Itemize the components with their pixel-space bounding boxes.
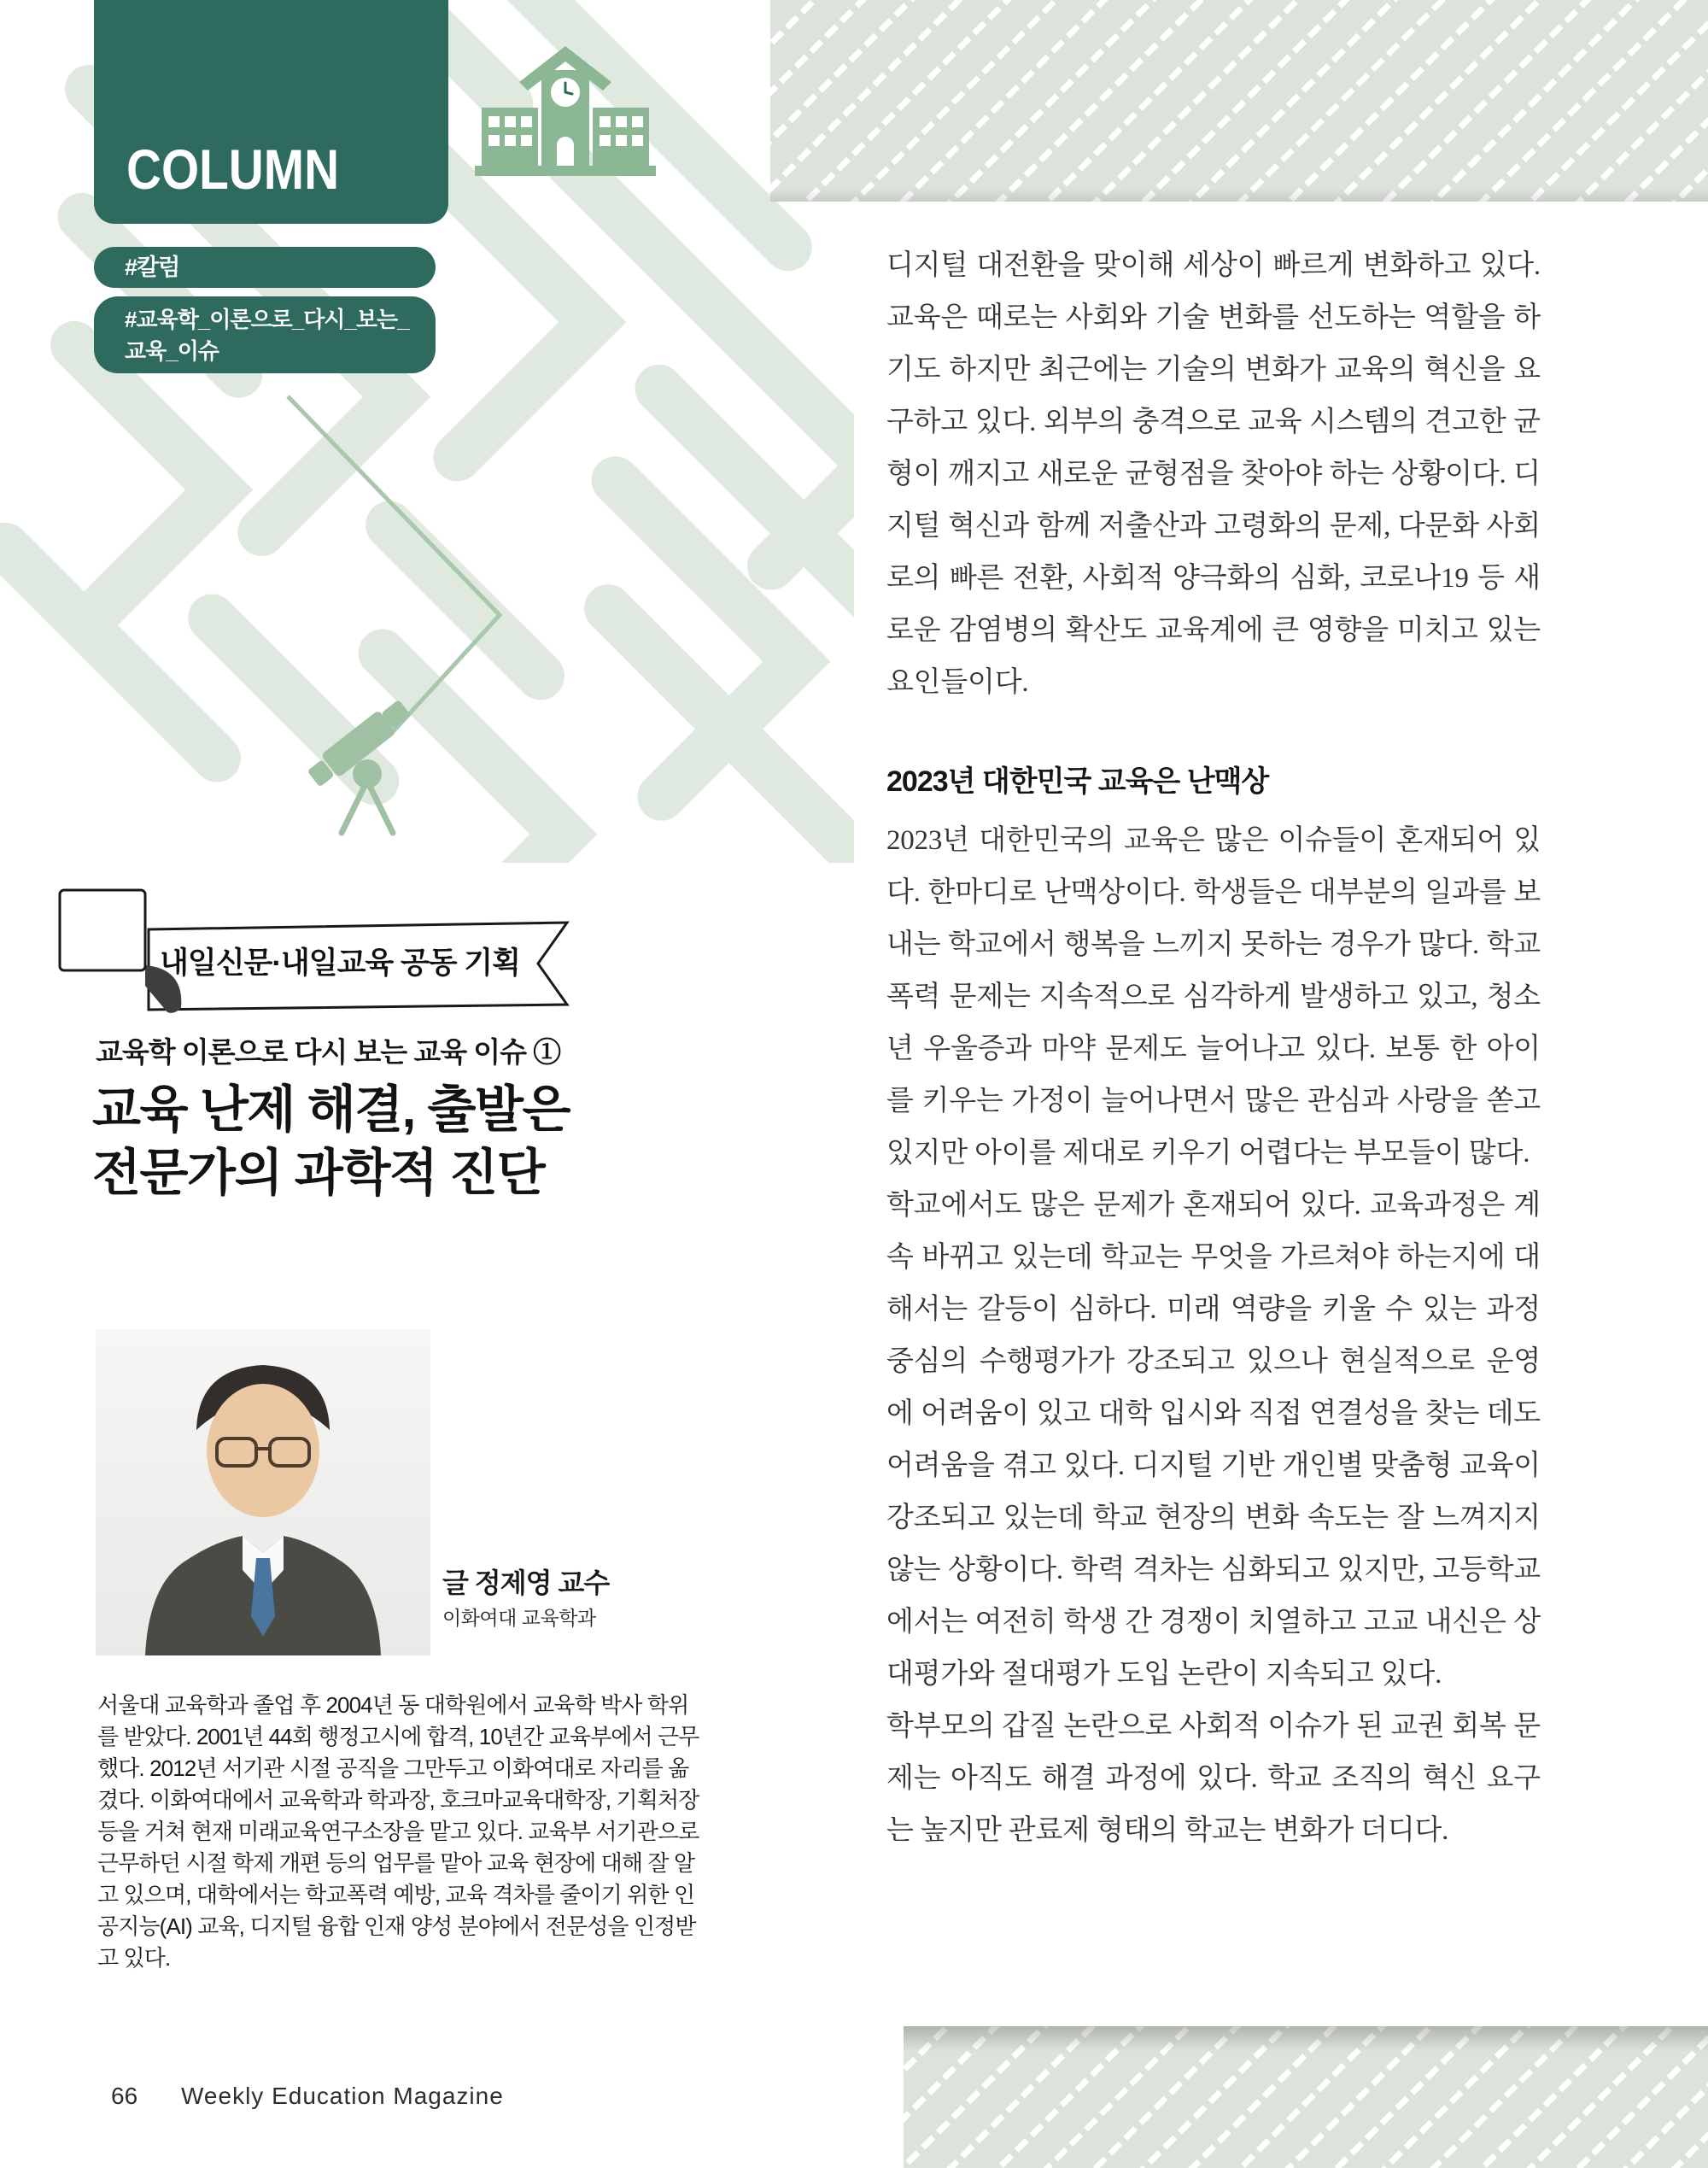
column-masthead-label: COLUMN bbox=[126, 138, 340, 201]
byline: 글 정제영 교수 bbox=[442, 1567, 610, 1598]
hashtag-line-2: 교육_이슈 bbox=[125, 338, 219, 364]
school-building-icon bbox=[475, 44, 656, 190]
body-paragraph-1: 디지털 대전환을 맞이해 세상이 빠르게 변화하고 있다. 교육은 때로는 사회와 기술 변화를 선도하는 역할을 하기도 하지만 최근에는 기술의 변화가 교육의 혁신을 요구하고 있다. 외부의 충격으로 교육 시스템의 견고한 균형이 깨지고 새로운 균형점을 찾아야 하는 상황이다. 디지털 혁신과 함께 저출산과 고령화의 문제, 다문화 사회로의 빠른 전환, 사회적 양극화의 심화, 코로나19 등 새로운 감염병의 확산도 교육계에 큰 영향을 미치고 있는 요인들이다. bbox=[886, 250, 1541, 698]
article-body bbox=[886, 240, 1541, 1857]
hashtag-badge-series bbox=[94, 296, 436, 373]
article-title-line-2: 전문가의 과학적 진단 bbox=[92, 1145, 545, 1201]
striped-backdrop-top bbox=[770, 0, 1708, 202]
article-title bbox=[92, 1078, 570, 1204]
striped-backdrop-bottom bbox=[904, 2026, 1708, 2168]
author-photo bbox=[96, 1329, 430, 1655]
body-paragraph-2: 2023년 대한민국의 교육은 많은 이슈들이 혼재되어 있다. 한마디로 난맥상이다. 학생들은 대부분의 일과를 보내는 학교에서 행복을 느끼지 못하는 경우가 많다. 학교폭력 문제는 지속적으로 심각하게 발생하고 있고, 청소년 우울증과 마약 문제도 늘어나고 있다. 보통 한 아이를 키우는 가정이 늘어나면서 많은 관심과 사랑을 쏟고 있지만 아이를 제대로 키우기 어렵다는 부모들이 많다. bbox=[886, 825, 1541, 1169]
body-paragraph-4: 학부모의 갑질 논란으로 사회적 이슈가 된 교권 회복 문제는 아직도 해결 과정에 있다. 학교 조직의 혁신 요구는 높지만 관료제 형태의 학교는 변화가 더디다. bbox=[886, 1711, 1541, 1846]
article-kicker: 교육학 이론으로 다시 보는 교육 이슈 ① bbox=[96, 1036, 561, 1068]
banner-title: 내일신문·내일교육 공동 기획 bbox=[160, 946, 520, 980]
author-portrait-illustration bbox=[96, 1329, 430, 1655]
byline-affiliation: 이화여대 교육학과 bbox=[442, 1607, 596, 1629]
magazine-name: Weekly Education Magazine bbox=[181, 2083, 504, 2109]
article-title-line-1: 교육 난제 해결, 출발은 bbox=[92, 1081, 570, 1138]
section-heading: 2023년 대한민국 교육은 난맥상 bbox=[886, 765, 1269, 798]
hashtag-badge-column: #칼럼 bbox=[94, 247, 436, 288]
author-bio: 서울대 교육학과 졸업 후 2004년 동 대학원에서 교육학 박사 학위를 받았다. 2001년 44회 행정고시에 합격, 10년간 교육부에서 근무했다. 2012년 서기관 시절 공직을 그만두고 이화여대로 자리를 옮겼다. 이화여대에서 교육학과 학과장, 호크마교육대학장, 기획처장 등을 거쳐 현재 미래교육연구소장을 맡고 있다. 교육부 서기관으로 근무하던 시절 학제 개편 등의 업무를 맡아 교육 현장에 대해 잘 알고 있으며, 대학에서는 학교폭력 예방, 교육 격차를 줄이기 위한 인공지능(AI) 교육, 디지털 융합 인재 양성 분야에서 전문성을 인정받고 있다. bbox=[97, 1692, 699, 1971]
hashtag-line-1: #교육학_이론으로_다시_보는_ bbox=[125, 307, 409, 332]
column-masthead-box bbox=[94, 0, 448, 224]
body-paragraph-3: 학교에서도 많은 문제가 혼재되어 있다. 교육과정은 계속 바뀌고 있는데 학교는 무엇을 가르쳐야 하는지에 대해서는 갈등이 심하다. 미래 역량을 키울 수 있는 과정 중심의 수행평가가 강조되고 있으나 현실적으로 운영에 어려움이 있고 대학 입시와 직접 연결성을 찾는 데도 어려움을 겪고 있다. 디지털 기반 개인별 맞춤형 교육이 강조되고 있는데 학교 현장의 변화 속도는 잘 느껴지지 않는 상황이다. 학력 격차는 심화되고 있지만, 고등학교에서는 여전히 학생 간 경쟁이 치열하고 고교 내신은 상대평가와 절대평가 도입 논란이 지속되고 있다. bbox=[886, 1190, 1541, 1690]
page-number: 66 bbox=[111, 2083, 138, 2109]
